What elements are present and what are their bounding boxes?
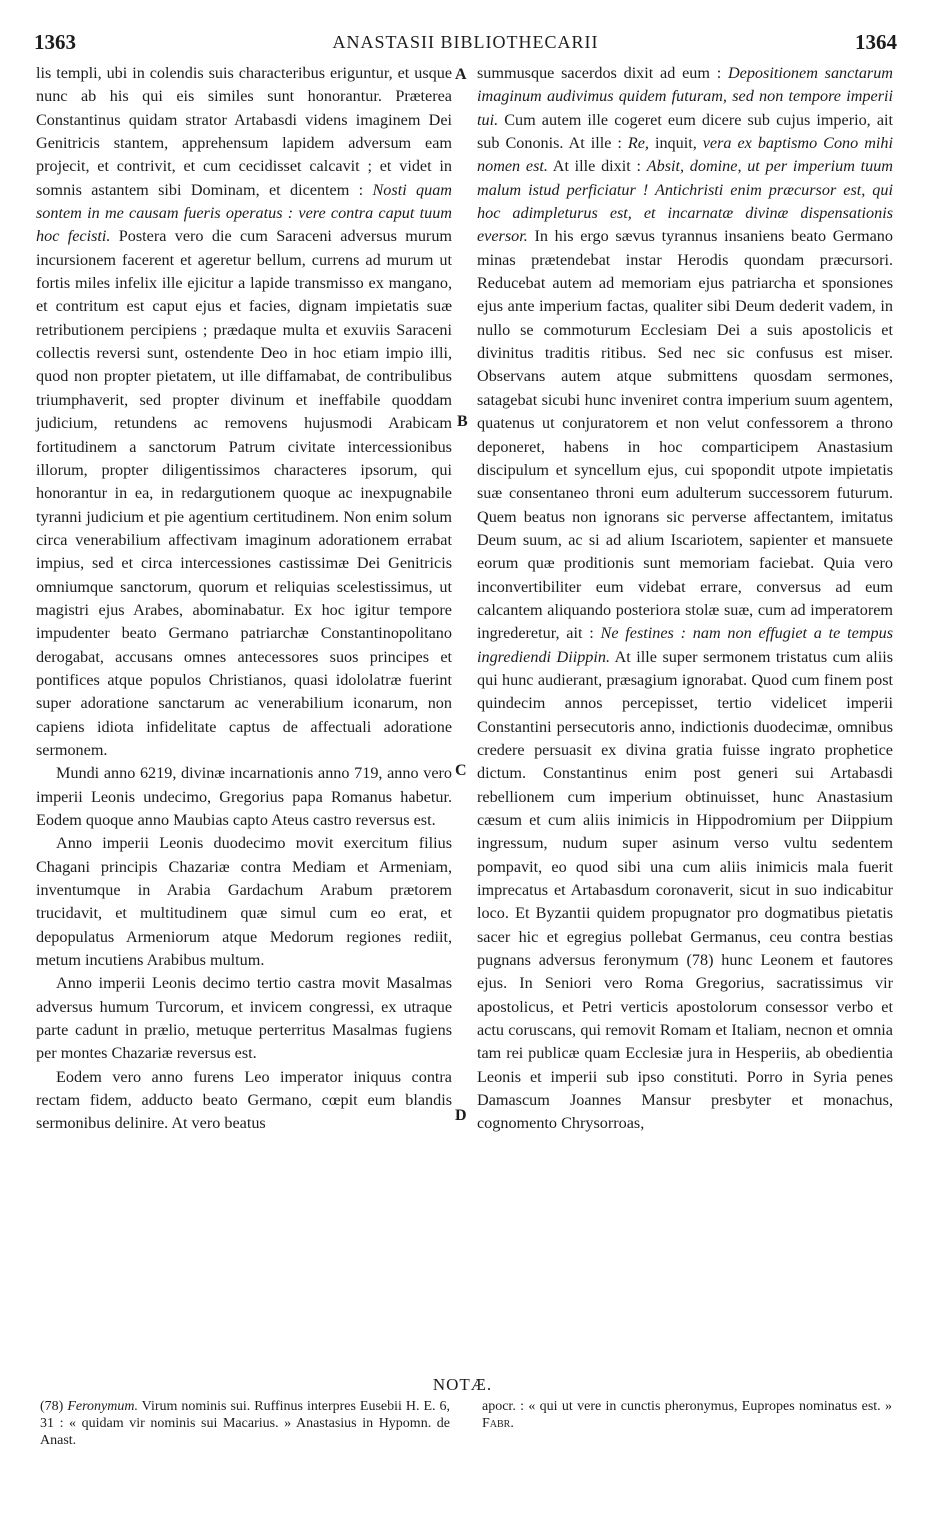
- footnote: [40, 1398, 450, 1449]
- footnote-left: [40, 1398, 450, 1449]
- margin-letter-b: B: [457, 413, 468, 430]
- right-column: [477, 62, 893, 1136]
- text-run: lis templi, ubi in colendis suis characteribus eriguntur, et usque nunc ab his qui eis similes sunt honorantur. Præterea Constantinus quidam strator Artabasdi videns imaginem Dei Genitricis stantem, apprehensum lapidem adversum eam projecit, et contrivit, et cum cecidisset calcavit ; et videt in somnis astantem sibi Dominam, et dicentem :: [36, 64, 452, 199]
- left-column: [36, 62, 452, 1136]
- footnote-text: Virum nominis sui. Ruffinus interpres Eusebii H. E. 6, 31 : « quidam vir nominis sui Macarius. » Anastasius in Hypomn. de Anast.: [40, 1399, 451, 1448]
- paragraph: Anno imperii Leonis duodecimo movit exercitum filius Chagani principis Chazariæ contra Mediam et Armeniam, inventumque in Arabia Gardachum Arabum prætorem trucidavit, et multitudinem quæ simul cum eo erat, et depopulatus Armeniorum atque Medorum regiones rediit, metum incutiens Arabibus multum.: [36, 834, 452, 970]
- text-run: Postera vero die cum Saraceni adversus murum incursionem facerent et ageretur bellum, currens ad murum ut fortis miles infelix ille ejicitur a lapide transmisso ex mangano, et contritum est caput ejus et facies, dignam impietatis suæ retributionem percipiens ; prædaque multa et exuviis Saraceni collectis reversi sunt, ostendente Deo in hoc etiam impio illi, quod non propter pietatem, ut ille diffamabat, de contribulibus triumphaverit, sed propter divinum et ineffabile quoddam judicium, retundens ac removens hujusmodi Arabicam fortitudinem a sanctorum Patrum civitate intercessionibus illorum, propter diligentissimos characteres ipsorum, qui honorantur in ea, in redargutionem quoque ac inexpugnabile tyranni judicium et pie agentium certitudinem. Non enim solum circa venerabilium affectivam imaginum adorationem errabat impius, sed et circa intercessiones castissimæ Dei Genitricis omniumque sanctorum, quorum et reliquias scelestissimus, ut magistri ejus Arabes, abominabatur. Ex hoc igitur tempore impudenter beato Germano patriarchæ Constantinopolitano derogabat, accusans omnes antecessores suos principes et pontifices atque populos Christianos, quasi idololatræ fuerint super adoratione sanctarum ac venerabilium iconarum, non capiens idiota infidelitate captus de affectuali adoratione sermonem.: [36, 227, 453, 759]
- footnote-right: [482, 1398, 892, 1432]
- footnote: [482, 1398, 892, 1432]
- text-run: At ille dixit :: [547, 157, 647, 176]
- text-run: summusque sacerdos dixit ad eum :: [477, 64, 728, 82]
- text-run: inquit,: [648, 134, 703, 153]
- text-run: Cum autem ille cogeret eum dicere sub cujus imperio, ait sub Cononis. At ille :: [477, 110, 893, 153]
- footnote-number: (78): [40, 1399, 68, 1414]
- page-number-right: 1364: [855, 30, 897, 54]
- italic-quote: vera ex baptismo Cono mihi nomen est.: [477, 134, 893, 176]
- italic-quote: Depositionem sanctarum imaginum audivimus quidem futuram, sed non tempore imperii tui.: [477, 64, 893, 129]
- page-number-left: 1363: [34, 30, 76, 54]
- margin-letter-c: C: [455, 762, 467, 779]
- footnote-author: Fabr.: [482, 1416, 514, 1431]
- italic-quote: Nosti quam sontem in me causam fueris operatus : vere contra caput tuum hoc fecisti.: [36, 180, 452, 246]
- italic-quote: Ne festines : nam non effugiet a te tempus ingrediendi Diippin.: [477, 624, 893, 666]
- paragraph: [477, 62, 893, 1136]
- text-run: At ille super sermonem tristatus cum aliis qui hunc audierant, præsagium ignorabat. Quod cum finem post quindecim annos percepisset, tertio videlicet imperii Constantini persecutoris anno, indictionis duodecimæ, omnibus credere persuasit ex divina gratia fuisse ingrato prophetice dictum. Constantinus enim post generi sui Artabasdi rebellionem cum imperium obtinuisset, hunc Anastasium cæsum et cum aliis inimicis in Hippodromium per Diippium ingressum, nudum super asinum verso vultu sedentem pompavit, eo quod sibi una cum aliis inimicis mala fuerit imprecatus et Artabasdum coronaverit, sicut in suo indicabitur loco. Et Byzantii quidem propugnator pro dogmatibus pietatis sacer hic et egregius pollebat Germanus, ceu contra bestias pugnans adversus feronymum (78) hunc Leonem et fautores ejus. In Seniori vero Roma Gregorius, sacratissimus vir apostolicus, et Petri verticis apostolorum consessor verbo et actu coruscans, qui removit Romam et Italiam, necnon et omnia tam rei publicæ quam Ecclesiæ jura in Hesperiis, ab obedientia Leonis et imperii sub ipso constituti. Porro in Syria penes Damascum Joannes Mansur presbyter et monachus, cognomento Chrysorroas,: [477, 647, 893, 1133]
- text-run: In his ergo sævus tyrannus insaniens beato Germano minas prætendebat instar Herodis quondam præcursori. Reducebat autem ad memoriam ejus patriarcha et sponsiones ejus ante imperium factas, qualiter sibi Deum dederit vadem, in nullo se commoturum Ecclesiam Dei a suis apostolicis et divinitus traditis ritibus. Sed nec sic confusus est miser. Observans autem atque submittens quosdam sermones, satagebat sicubi hunc inveniret contra imperium suum agentem, quatenus ut conjuratorem et non velut confessorem a throno deponeret, habens in hoc comparticipem Anastasium discipulum et syncellum ejus, cui spopondit utpote impietatis suæ consentaneo throni eum adulterum successorem futurum. Quem beatus non ignorans sic perverse affectantem, imitatus Deum suum, ac si ad alium Iscariotem, sapienter et mansuete eorum quæ proditionis sunt memoriam faciebat. Quia vero inconvertibiliter eum videbat errare, conversus ad eum calcantem aliquando posteriora stolæ suæ, cum ad imperatorem ingrederetur, ait :: [477, 227, 893, 643]
- paragraph: Mundi anno 6219, divinæ incarnationis anno 719, anno vero imperii Leonis undecimo, Gregorius papa Romanus habetur. Eodem quoque anno Maubias capto Ateus castro reversus est.: [36, 764, 452, 829]
- margin-letter-a: A: [455, 66, 467, 83]
- paragraph: Eodem vero anno furens Leo imperator iniquus contra rectam fidem, adducto beato Germano, cœpit eum blandis sermonibus delinire. At vero beatus: [36, 1067, 452, 1133]
- footnote-text: apocr. : « qui ut vere in cunctis pheronymus, Eupropes nominatus est. »: [482, 1399, 892, 1414]
- running-header: [30, 30, 901, 60]
- footnote-lemma: Feronymum.: [67, 1399, 138, 1414]
- running-title: ANASTASII BIBLIOTHECARII: [332, 32, 599, 52]
- paragraph: [36, 62, 452, 762]
- italic-quote: Re,: [627, 134, 649, 153]
- margin-letter-d: D: [455, 1107, 467, 1124]
- paragraph: Anno imperii Leonis decimo tertio castra movit Masalmas adversus humum Turcorum, et invicem congressi, ex utraque parte cadunt in prælio, metuque perterritus Masalmas fugiens per montes Chazariæ reversus est.: [36, 974, 452, 1063]
- italic-quote: Absit, domine, ut per imperium tuum malum istud perficiatur ! Antichristi enim præcursor est, qui hoc adimpleturus est, et incarnatæ divinæ dispensationis eversor.: [477, 157, 893, 246]
- notes-heading: NOTÆ.: [432, 1375, 493, 1394]
